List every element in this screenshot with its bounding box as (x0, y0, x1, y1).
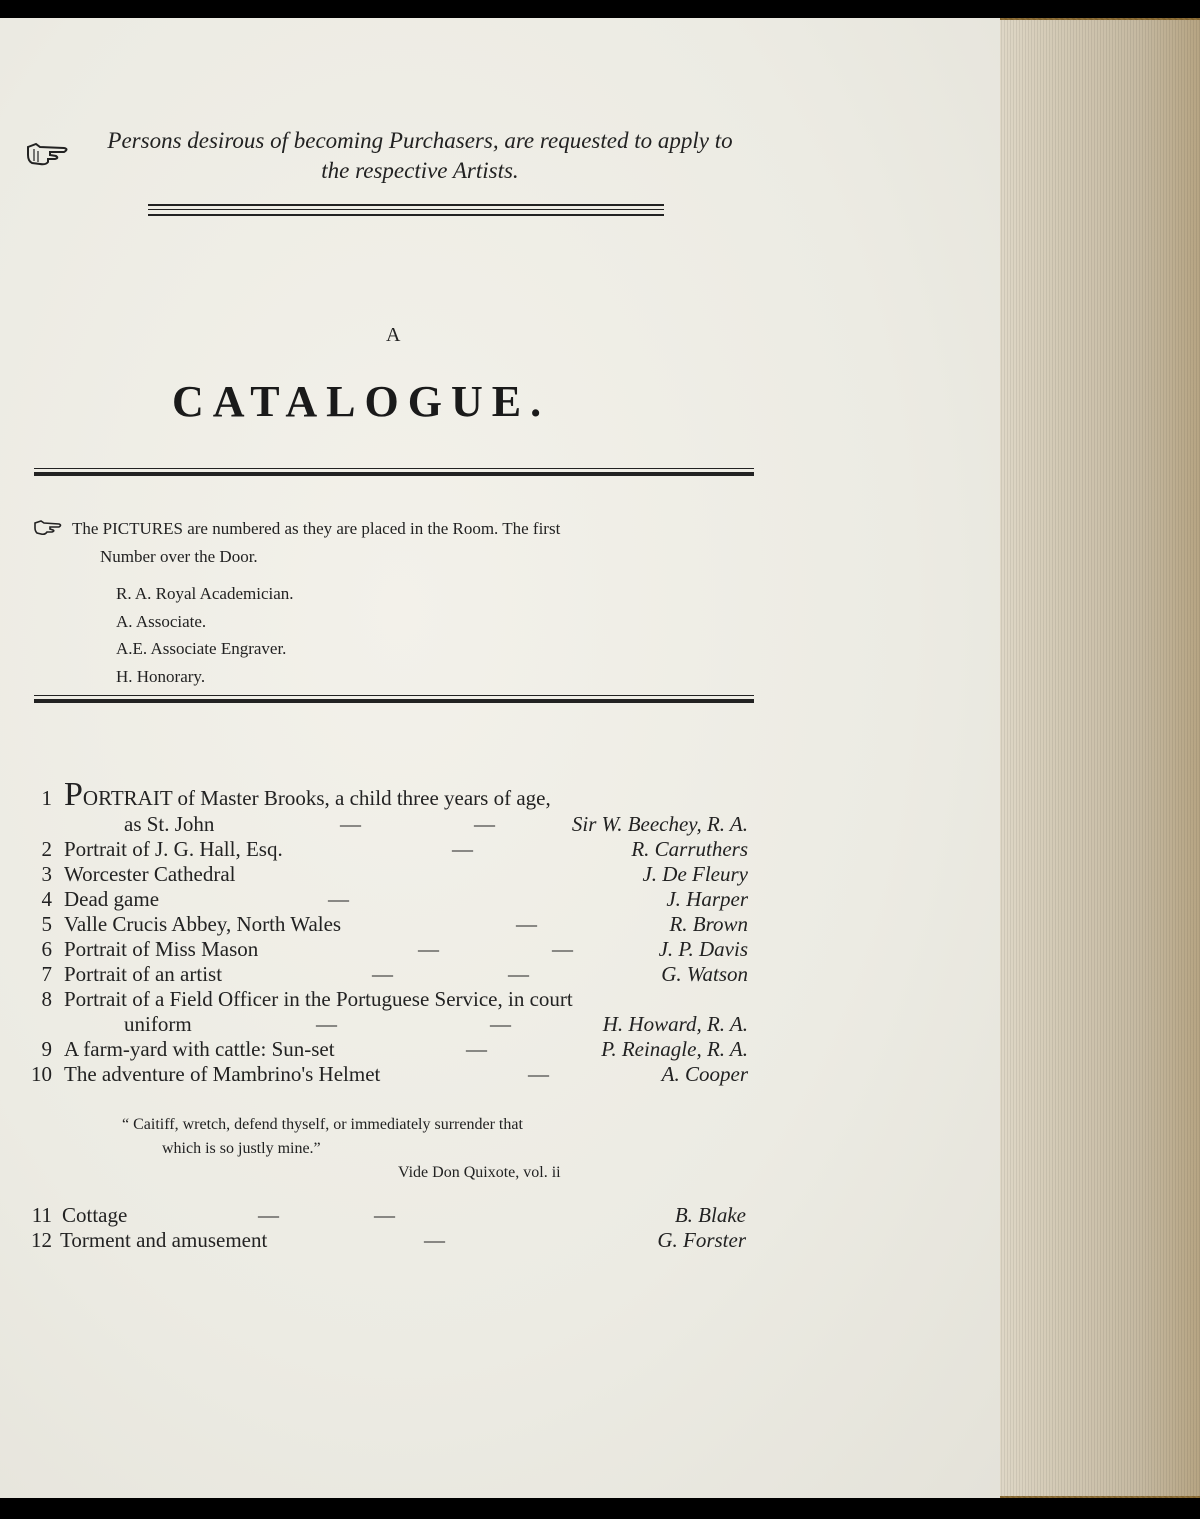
entry-number: 4 (41, 887, 52, 911)
leader-dash: — (466, 1037, 487, 1061)
leader-dash: — (316, 1012, 337, 1036)
page-edge (968, 20, 1200, 1496)
leader-dash: — (374, 1203, 395, 1227)
leader-dash: — (340, 812, 361, 836)
quote-line-1: “ Caitiff, wretch, defend thyself, or immediately surrender that (122, 1116, 523, 1133)
entry-title: Portrait of J. G. Hall, Esq. (64, 837, 283, 861)
entry-artist: R. Brown (669, 912, 748, 936)
leader-dash: — (328, 887, 349, 911)
entry-title: The adventure of Mambrino's Helmet (64, 1062, 381, 1086)
entry-artist: J. Harper (666, 887, 748, 911)
divider-rule (34, 695, 754, 696)
leader-dash: — (490, 1012, 511, 1036)
entry-number: 6 (41, 937, 52, 961)
entry-artist: G. Forster (657, 1228, 746, 1252)
pictures-note-line-1: The PICTURES are numbered as they are placed in the Room. The first (72, 519, 561, 538)
entry-artist: P. Reinagle, R. A. (601, 1037, 748, 1061)
entry-number: 12 (31, 1228, 52, 1252)
entry-title: Portrait of a Field Officer in the Portuguese Service, in court (64, 987, 573, 1011)
pictures-note-line-2: Number over the Door. (100, 547, 258, 566)
leader-dash: — (474, 812, 495, 836)
divider-rule (34, 699, 754, 703)
leader-dash: — (258, 1203, 279, 1227)
entry-artist: Sir W. Beechey, R. A. (571, 812, 748, 836)
divider-rule (148, 214, 664, 216)
divider-rule (34, 472, 754, 476)
entry-title: Valle Crucis Abbey, North Wales (64, 912, 342, 936)
abbreviation-item: A.E. Associate Engraver. (116, 639, 287, 658)
entry-artist: B. Blake (674, 1203, 746, 1227)
purchaser-notice (30, 126, 810, 186)
entry-number: 10 (31, 1062, 52, 1086)
entry-number: 7 (41, 962, 52, 986)
entry-title: Torment and amusement (60, 1228, 268, 1252)
entry-number: 9 (41, 1037, 52, 1061)
leader-dash: — (372, 962, 393, 986)
leader-dash: — (508, 962, 529, 986)
abbreviation-item: H. Honorary. (116, 667, 206, 686)
pictures-note (72, 515, 772, 571)
entry-title: A farm-yard with cattle: Sun-set (64, 1037, 335, 1061)
catalogue-page (0, 18, 1000, 1498)
entry-artist: J. P. Davis (658, 937, 748, 961)
leader-dash: — (418, 937, 439, 961)
divider-rule (148, 209, 664, 210)
entry-artist: J. De Fleury (642, 862, 748, 886)
quote-line-2: which is so justly mine.” (162, 1140, 321, 1157)
entry-artist: A. Cooper (661, 1062, 748, 1086)
leader-dash: — (452, 837, 473, 861)
abbreviation-item: R. A. Royal Academician. (116, 584, 294, 603)
notice-line-2: the respective Artists. (321, 158, 519, 183)
abbreviation-item: A. Associate. (116, 612, 207, 631)
entry-number: 8 (41, 987, 52, 1011)
notice-line-1: Persons desirous of becoming Purchasers, are requested to apply to (107, 128, 733, 153)
entry-number: 2 (41, 837, 52, 861)
pointing-hand-icon (33, 517, 63, 537)
entry-number: 3 (41, 862, 52, 886)
quote-source: Vide Don Quixote, vol. ii (398, 1164, 561, 1181)
entry-artist: R. Carruthers (631, 837, 748, 861)
divider-rule (148, 204, 664, 206)
entry-number: 11 (31, 1203, 52, 1227)
entry-drop-cap: P (64, 776, 83, 813)
entry-title: Portrait of Miss Mason (64, 937, 259, 961)
entry-title-continued: as St. John (124, 812, 215, 836)
leader-dash: — (528, 1062, 549, 1086)
entry-artist: H. Howard, R. A. (602, 1012, 748, 1036)
entry-title-text: ORTRAIT of Master Brooks, a child three years of age, (82, 786, 551, 810)
entry-artist: G. Watson (661, 962, 748, 986)
leader-dash: — (424, 1228, 445, 1252)
entry-title-continued: uniform (124, 1012, 192, 1036)
leader-dash: — (552, 937, 573, 961)
entry-title: Portrait of an artist (64, 962, 223, 986)
divider-rule (34, 468, 754, 469)
page-title: CATALOGUE. (172, 377, 551, 426)
heading-article: A (386, 324, 403, 346)
entry-title (64, 776, 551, 814)
entry-title: Dead game (64, 887, 160, 911)
entry-number: 1 (41, 786, 52, 810)
entry-title: Cottage (62, 1203, 128, 1227)
entry-title: Worcester Cathedral (64, 862, 236, 886)
entry-number: 5 (41, 912, 52, 936)
leader-dash: — (516, 912, 537, 936)
